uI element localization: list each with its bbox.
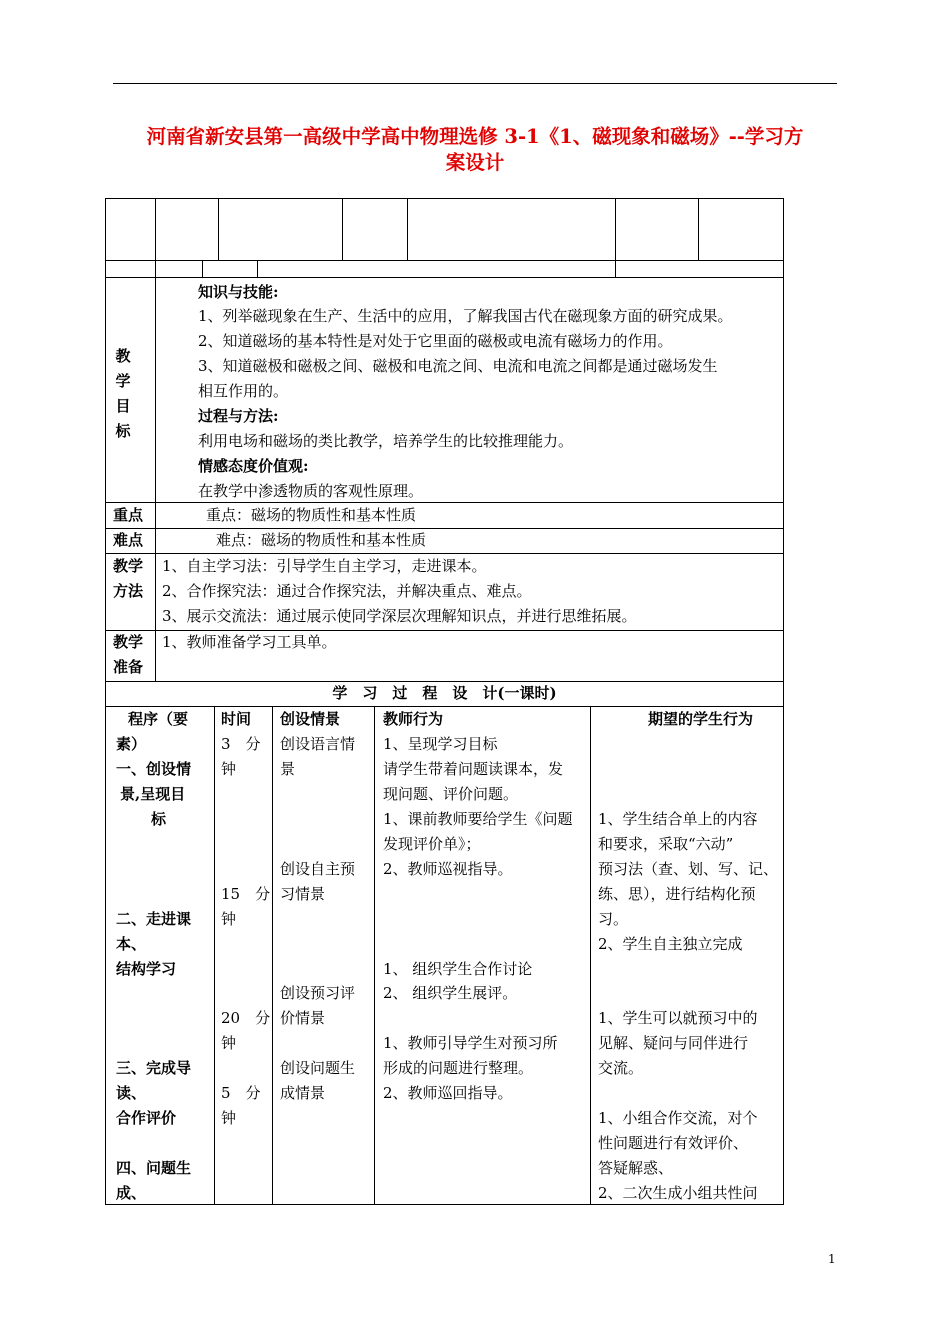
- header-program: 程序（要: [128, 710, 189, 728]
- scene-item: 创设自主预: [280, 860, 356, 878]
- grid-line: [615, 198, 616, 278]
- time-item: 20 分: [221, 1009, 271, 1027]
- program-item: 标: [151, 810, 167, 828]
- header-student: 期望的学生行为: [648, 710, 754, 728]
- program-item: 景,呈现目: [120, 785, 186, 803]
- time-item: 5 分: [221, 1084, 261, 1102]
- label-char: 教: [115, 347, 131, 365]
- scene-item: 创设预习评: [280, 984, 356, 1002]
- time-item: 钟: [221, 1109, 237, 1127]
- teacher-item: 1、课前教师要给学生《问题: [383, 810, 573, 828]
- difficulty-text: 难点：磁场的物质性和基本性质: [216, 531, 427, 549]
- method-3: 3、展示交流法：通过展示使同学深层次理解知识点，并进行思维拓展。: [162, 607, 637, 625]
- difficulty-label: 难点: [113, 531, 144, 549]
- header-program-2: 素）: [116, 735, 147, 753]
- header-scene: 创设情景: [280, 710, 341, 728]
- objective-e1: 在教学中渗透物质的客观性原理。: [198, 482, 424, 500]
- process-heading: 过程与方法:: [198, 407, 279, 425]
- objective-p1: 利用电场和磁场的类比教学，培养学生的比较推理能力。: [198, 432, 574, 450]
- grid-line: [374, 706, 375, 1205]
- student-item: 习。: [598, 910, 629, 928]
- program-item: 一、创设情: [116, 760, 192, 778]
- grid-line: [214, 706, 215, 1205]
- header-teacher: 教师行为: [383, 710, 444, 728]
- title-line-1: 河南省新安县第一高级中学高中物理选修 3-1《1、磁现象和磁场》--学习方: [146, 125, 804, 148]
- student-item: 1、学生可以就预习中的: [598, 1009, 758, 1027]
- method-2: 2、合作探究法：通过合作探究法，并解决重点、难点。: [162, 582, 532, 600]
- program-item: 本、: [116, 935, 147, 953]
- teacher-item: 1、 组织学生合作讨论: [383, 960, 533, 978]
- program-item: 读、: [116, 1084, 147, 1102]
- label-char: 目: [115, 397, 131, 415]
- emotion-heading: 情感态度价值观:: [198, 457, 309, 475]
- grid-line: [218, 198, 219, 260]
- scene-item: 景: [280, 760, 296, 778]
- grid-line: [155, 198, 156, 278]
- scene-item: 创设语言情: [280, 735, 356, 753]
- teacher-item: 形成的问题进行整理。: [383, 1059, 534, 1077]
- knowledge-heading: 知识与技能:: [198, 283, 279, 301]
- objectives-label: [113, 344, 133, 444]
- student-item: 1、小组合作交流，对个: [598, 1109, 758, 1127]
- grid-line: [155, 630, 156, 682]
- page-number: 1: [828, 1252, 836, 1266]
- method-1: 1、自主学习法：引导学生自主学习，走进课本。: [162, 557, 487, 575]
- objective-k3b: 相互作用的。: [198, 382, 289, 400]
- program-item: 成、: [116, 1184, 147, 1202]
- grid-line: [590, 706, 591, 1205]
- header-rule: [113, 83, 837, 84]
- grid-line: [698, 198, 699, 260]
- time-item: 钟: [221, 1034, 237, 1052]
- header-grid: [105, 198, 784, 278]
- scene-item: 成情景: [280, 1084, 326, 1102]
- key-point-label: 重点: [113, 506, 144, 524]
- teacher-item: 1、教师引导学生对预习所: [383, 1034, 558, 1052]
- teacher-item: 请学生带着问题读课本，发: [383, 760, 564, 778]
- grid-line: [407, 198, 408, 260]
- teacher-item: 2、教师巡回指导。: [383, 1084, 513, 1102]
- teacher-item: 2、教师巡视指导。: [383, 860, 513, 878]
- title-line-2: 案设计: [445, 151, 505, 174]
- time-item: 15 分: [221, 885, 271, 903]
- label-char: 标: [115, 422, 131, 440]
- scene-item: 创设问题生: [280, 1059, 356, 1077]
- methods-label-2: 方法: [113, 582, 144, 600]
- header-grid-divider: [105, 260, 784, 261]
- time-item: 3 分: [221, 735, 261, 753]
- student-item: 和要求，采取“六动”: [598, 835, 734, 853]
- grid-line: [257, 260, 258, 278]
- scene-item: 价情景: [280, 1009, 326, 1027]
- label-char: 学: [115, 372, 131, 390]
- teacher-item: 发现评价单》；: [383, 835, 481, 853]
- student-item: 2、学生自主独立完成: [598, 935, 743, 953]
- program-item: 三、完成导: [116, 1059, 192, 1077]
- preparation-label-2: 准备: [113, 658, 144, 676]
- program-item: 二、走进课: [116, 910, 192, 928]
- student-item: 交流。: [598, 1059, 644, 1077]
- time-item: 钟: [221, 760, 237, 778]
- key-point-text: 重点：磁场的物质性和基本性质: [206, 506, 417, 524]
- objective-k1: 1、列举磁现象在生产、生活中的应用，了解我国古代在磁现象方面的研究成果。: [198, 307, 733, 325]
- teacher-item: 1、呈现学习目标: [383, 735, 498, 753]
- preparation-1: 1、教师准备学习工具单。: [162, 633, 337, 651]
- preparation-label-1: 教学: [113, 633, 144, 651]
- student-item: 见解、疑问与同伴进行: [598, 1034, 749, 1052]
- time-item: 钟: [221, 910, 237, 928]
- header-time: 时间: [221, 710, 252, 728]
- student-item: 答疑解惑、: [598, 1159, 674, 1177]
- student-item: 2、二次生成小组共性问: [598, 1184, 758, 1202]
- document-title: [105, 124, 845, 176]
- program-item: 合作评价: [116, 1109, 177, 1127]
- student-item: 预习法（查、划、写、记、: [598, 860, 779, 878]
- teacher-item: 现问题、评价问题。: [383, 785, 519, 803]
- grid-line: [202, 260, 203, 278]
- objective-k2: 2、知道磁场的基本特性是对处于它里面的磁极或电流有磁场力的作用。: [198, 332, 673, 350]
- student-item: 1、学生结合单上的内容: [598, 810, 758, 828]
- program-item: 结构学习: [116, 960, 177, 978]
- scene-item: 习情景: [280, 885, 326, 903]
- grid-line: [342, 198, 343, 260]
- methods-label-1: 教学: [113, 557, 144, 575]
- process-title: 学 习 过 程 设 计(一课时): [332, 684, 557, 702]
- program-item: 四、问题生: [116, 1159, 192, 1177]
- student-item: 性问题进行有效评价、: [598, 1134, 749, 1152]
- objective-k3a: 3、知道磁极和磁极之间、磁极和电流之间、电流和电流之间都是通过磁场发生: [198, 357, 718, 375]
- difficulty-row: [105, 528, 784, 554]
- teacher-item: 2、 组织学生展评。: [383, 984, 518, 1002]
- grid-line: [272, 706, 273, 1205]
- student-item: 练、思），进行结构化预: [598, 885, 756, 903]
